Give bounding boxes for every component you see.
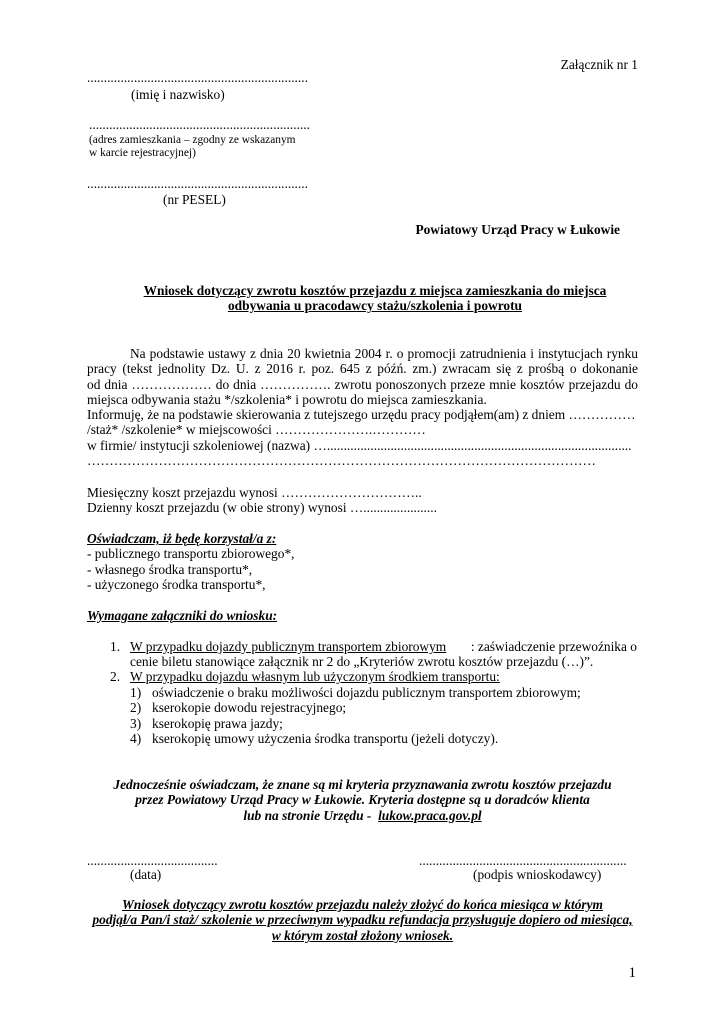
daily-cost: Dzienny koszt przejazdu (w obie strony) wynosi …......................: [87, 500, 437, 515]
signature-field-label: (podpis wnioskodawcy): [473, 867, 602, 882]
pesel-field-label: (nr PESEL): [163, 192, 226, 207]
website-link[interactable]: lukow.praca.gov.pl: [378, 808, 482, 823]
body-p2-line3: w firmie/ instytucji szkoleniowej (nazwa) …...........................................................................................: [87, 438, 632, 453]
body-p1-line2: pracy (tekst jednolity Dz. U. z 2016 r. poz. 645 z późń. zm.) zwracam się z prośbą o dokonanie: [87, 361, 638, 376]
pesel-field-dots: ..................................................................: [87, 176, 308, 191]
address-field-label-1: (adres zamieszkania – zgodny ze wskazanym: [89, 134, 296, 146]
note-line3: w którym został złożony wniosek.: [271, 928, 454, 943]
document-title-line2: odbywania u pracodawcy stażu/szkolenia i powrotu: [227, 298, 522, 313]
body-p2-line2: /staż* /szkolenie* w miejscowości ………………….…………: [87, 422, 426, 437]
declaration-heading: Oświadczam, iż będę korzystał/a z:: [87, 531, 277, 546]
body-p1-line3: od dnia ……………… do dnia ……………. zwrotu ponoszonych przeze mnie kosztów przejazdu do: [87, 377, 638, 392]
body-p2-line4: ……………………………………………………………………………………………………: [87, 453, 596, 468]
signature-field-dots: ..............................................................: [419, 853, 627, 868]
body-p1-line1: Na podstawie ustawy z dnia 20 kwietnia 2004 r. o promocji zatrudnienia i instytucjach rynku: [130, 346, 638, 361]
body-p1-line4: miejsca odbywania stażu */szkolenia* i powrotu do miejsca zamieszkania.: [87, 392, 487, 407]
address-field-dots: ..................................................................: [89, 117, 310, 132]
attachment-item-number: 2.: [110, 669, 121, 684]
note-line1: Wniosek dotyczący zwrotu kosztów przejazdu należy złożyć do końca miesiąca w którym: [122, 897, 603, 912]
attachment-label: Załącznik nr 1: [560, 57, 638, 72]
sub-item-number: 1): [130, 685, 142, 700]
attachment-item-2: W przypadku dojazdu własnym lub użyczonym środkiem transportu:: [130, 669, 500, 684]
sub-item-text: kserokopię umowy użyczenia środka transportu (jeżeli dotyczy).: [152, 731, 499, 746]
monthly-cost: Miesięczny koszt przejazdu wynosi …………………………..: [87, 485, 422, 500]
statement-line3-prefix: lub na stronie Urzędu -: [243, 808, 379, 823]
statement-line3: [87, 808, 638, 824]
statement-line1: Jednocześnie oświadczam, że znane są mi kryteria przyznawania zwrotu kosztów przejazdu: [113, 777, 612, 792]
body-p2-line1: Informuję, że na podstawie skierowania z tutejszego urzędu pracy podjąłem(am) z dniem ……………: [87, 407, 636, 422]
attachments-heading: Wymagane załączniki do wniosku:: [87, 608, 278, 623]
date-field-dots: .......................................: [87, 853, 218, 868]
attachment-item-1-rest: : zaświadczenie przewoźnika o: [470, 639, 637, 654]
attachment-item-1-underlined: W przypadku dojazdy publicznym transportem zbiorowym: [130, 639, 447, 654]
date-field-label: (data): [130, 867, 162, 882]
sub-item-text: kserokopię prawa jazdy;: [152, 716, 283, 731]
declaration-item: - własnego środka transportu*,: [87, 562, 253, 577]
declaration-item: - użyczonego środka transportu*,: [87, 577, 266, 592]
name-field-dots: ..................................................................: [87, 70, 308, 85]
note-line2: podjął/a Pan/i staż/ szkolenie w przeciwnym wypadku refundacja przysługuje dopiero od miesiąca,: [92, 912, 633, 927]
name-field-label: (imię i nazwisko): [131, 87, 225, 102]
declaration-item: - publicznego transportu zbiorowego*,: [87, 546, 295, 561]
address-field-label-2: w karcie rejestracyjnej): [89, 147, 196, 159]
sub-item-text: oświadczenie o braku możliwości dojazdu publicznym transportem zbiorowym;: [152, 685, 581, 700]
sub-item-text: kserokopie dowodu rejestracyjnego;: [152, 700, 347, 715]
page-number: 1: [628, 965, 636, 981]
office-name: Powiatowy Urząd Pracy w Łukowie: [415, 222, 620, 237]
attachment-item-1-line2: cenie biletu stanowiące załącznik nr 2 do „Kryteriów zwrotu kosztów przejazdu (…)”.: [130, 654, 594, 669]
attachment-item-1: [130, 639, 637, 655]
sub-item-number: 4): [130, 731, 142, 746]
statement-line2: przez Powiatowy Urząd Pracy w Łukowie. Kryteria dostępne są u doradców klienta: [135, 792, 590, 807]
sub-item-number: 3): [130, 716, 142, 731]
sub-item-number: 2): [130, 700, 142, 715]
attachment-item-number: 1.: [110, 639, 121, 654]
document-title-line1: Wniosek dotyczący zwrotu kosztów przejazdu z miejsca zamieszkania do miejsca: [143, 283, 607, 298]
